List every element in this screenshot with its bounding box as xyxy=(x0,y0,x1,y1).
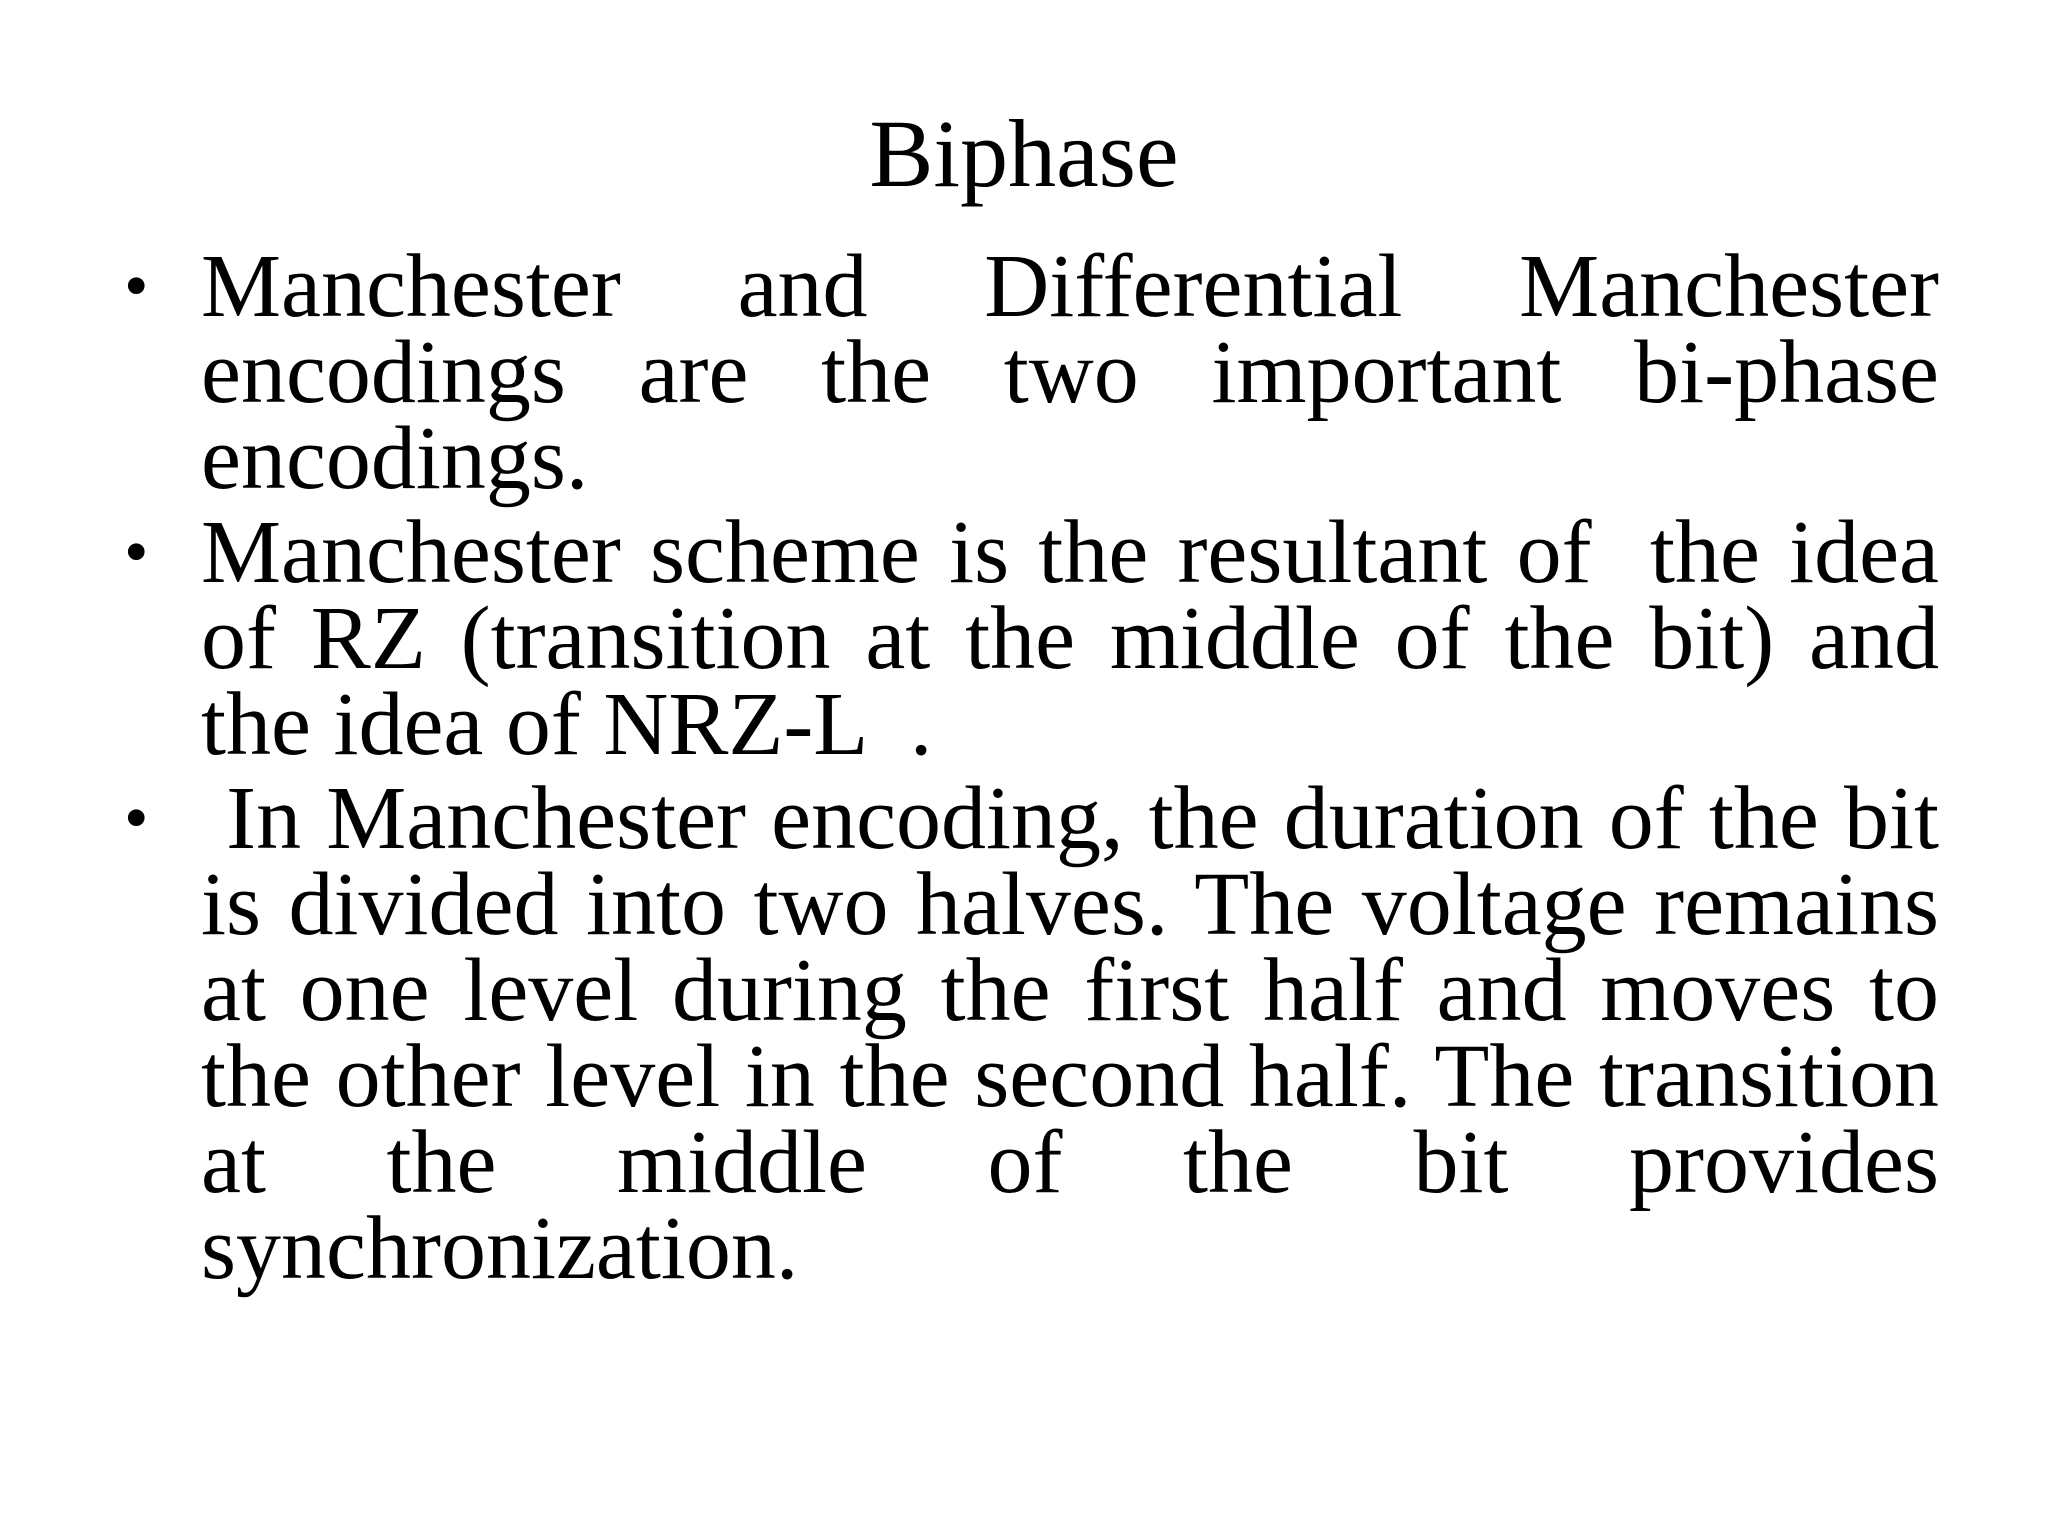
bullet-item xyxy=(0,237,2048,508)
bullet-item xyxy=(0,769,2048,1298)
bullet-text: In Manchester encoding, the duration of the bit is divided into two halves. The voltage remains at one level during the first half and moves to the other level in the second half. The transition at the middle of the bit provides synchronization. xyxy=(201,769,1962,1298)
slide-title: Biphase xyxy=(869,100,1179,207)
bullet-list xyxy=(0,237,2048,1300)
bullet-marker: • xyxy=(124,780,149,857)
bullet-text: Manchester and Differential Manchester encodings are the two important bi-phase encodings. xyxy=(201,237,1962,508)
bullet-marker: • xyxy=(124,514,149,591)
bullet-item xyxy=(0,503,2048,774)
bullet-marker: • xyxy=(124,248,149,325)
bullet-text: Manchester scheme is the resultant of the idea of RZ (transition at the middle of the bit) and the idea of NRZ-L . xyxy=(201,503,1962,774)
